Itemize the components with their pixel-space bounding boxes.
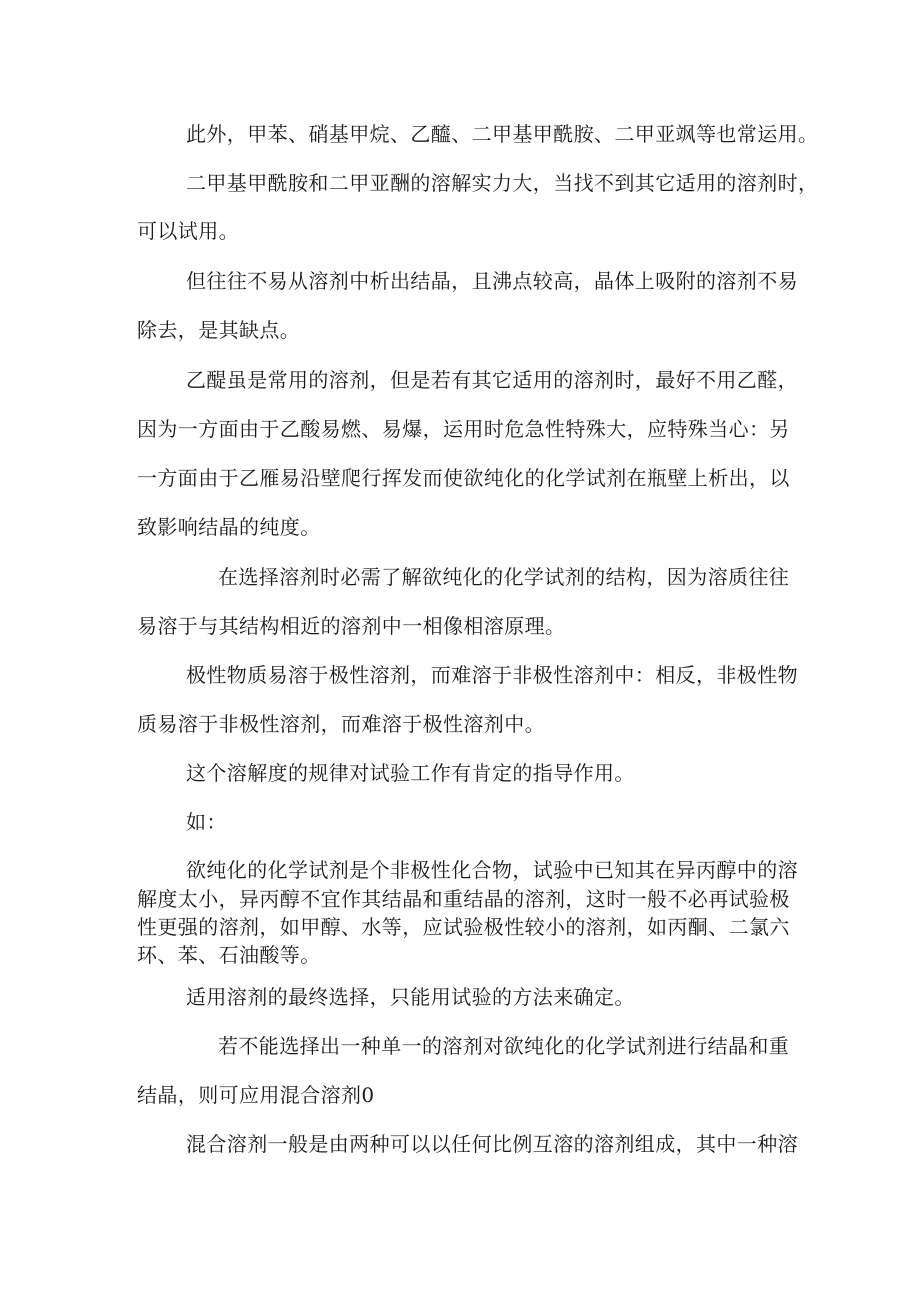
text-line: 易溶于与其结构相近的溶剂中一相像相溶原理。 [137,614,566,638]
text-line: 适用溶剂的最终选择，只能用试验的方法来确定。 [186,985,635,1009]
text-line: 此外，甲苯、硝基甲烷、乙醯、二甲基甲酰胺、二甲亚飒等也常运用。 [186,122,819,146]
text-line: 一方面由于乙雁易沿壁爬行挥发而使欲纯化的化学试剂在瓶壁上析出，以 [137,466,790,490]
text-line: 结晶，则可应用混合溶剂0 [137,1083,375,1107]
text-line: 这个溶解度的规律对试验工作有肯定的指导作用。 [186,761,635,785]
text-line: 可以试用。 [137,219,239,243]
text-line: 二甲基甲酰胺和二甲亚酬的溶解实力大，当找不到其它适用的溶剂时， [186,171,819,195]
text-line: 除去，是其缺点。 [137,318,301,342]
text-line: 质易溶于非极性溶剂，而难溶于极性溶剂中。 [137,712,545,736]
text-line: 但往往不易从溶剂中析出结晶，且沸点较高，晶体上吸附的溶剂不易 [186,269,798,293]
text-line: 环、苯、石油酸等。 [137,943,321,967]
text-line: 性更强的溶剂，如甲醇、水等，应试验极性较小的溶剂，如丙酮、二氯六 [137,915,790,939]
text-line: 若不能选择出一种单一的溶剂对欲纯化的化学试剂进行结晶和重 [218,1034,790,1058]
text-line: 如： [186,810,227,834]
text-line: 致影响结晶的纯度。 [137,515,321,539]
text-line: 乙醍虽是常用的溶剂，但是若有其它适用的溶剂时，最好不用乙醛， [186,368,798,392]
text-line: 解度太小，异丙醇不宜作其结晶和重结晶的溶剂，这时一般不必再试验极 [137,887,790,911]
text-line: 因为一方面由于乙酸易燃、易爆，运用时危急性特殊大，应特殊当心：另 [137,417,790,441]
text-line: 在选择溶剂时必需了解欲纯化的化学试剂的结构，因为溶质往往 [218,565,790,589]
text-line: 欲纯化的化学试剂是个非极性化合物，试验中已知其在异丙醇中的溶 [186,858,798,882]
text-line: 极性物质易溶于极性溶剂，而难溶于非极性溶剂中：相反，非极性物 [186,663,798,687]
text-line: 混合溶剂一般是由两种可以以任何比例互溶的溶剂组成，其中一种溶 [186,1132,798,1156]
